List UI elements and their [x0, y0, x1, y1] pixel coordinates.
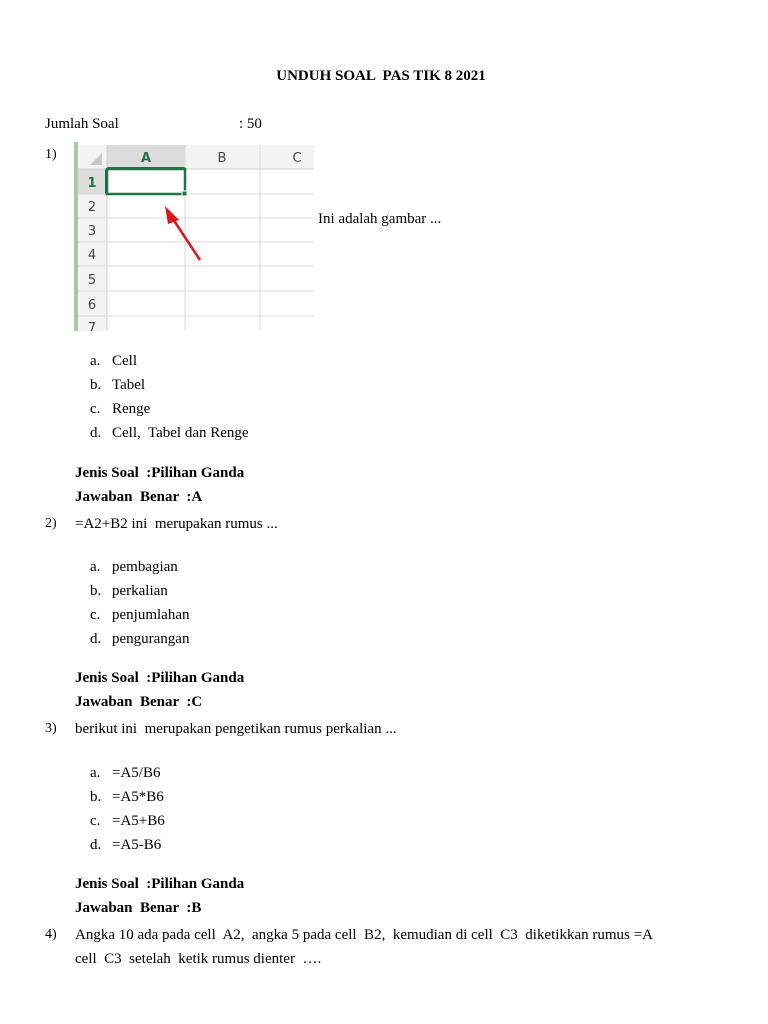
option-text: pengurangan	[112, 631, 190, 647]
option-text: pembagian	[112, 559, 178, 575]
question-4-number: 4)	[45, 927, 57, 942]
option-text: =A5+B6	[112, 813, 165, 829]
row-header-1: 1	[87, 176, 97, 191]
option-letter: d.	[90, 425, 102, 441]
row-header-7: 7	[87, 321, 97, 331]
column-header-b: B	[217, 151, 227, 166]
q3-option-c	[90, 813, 165, 830]
q1-option-c	[90, 401, 150, 418]
column-header-a: A	[140, 151, 152, 166]
option-text: Cell, Tabel dan Renge	[112, 425, 249, 441]
page-title: UNDUH SOAL PAS TIK 8 2021	[276, 68, 486, 84]
row-header-6: 6	[87, 298, 97, 313]
fill-handle	[182, 191, 187, 196]
option-text: penjumlahan	[112, 607, 190, 623]
option-text: Tabel	[112, 377, 146, 393]
question-2-answer: Jawaban Benar :C	[75, 694, 203, 710]
option-text: perkalian	[112, 583, 168, 599]
option-letter: a.	[90, 559, 101, 575]
q2-option-b	[90, 583, 168, 600]
option-text: =A5*B6	[112, 789, 164, 805]
option-letter: b.	[90, 377, 102, 393]
question-count-value: : 50	[239, 116, 262, 132]
question-3-text: berikut ini merupakan pengetikan rumus perkalian ...	[75, 721, 397, 737]
q3-option-d	[90, 837, 161, 854]
row-header-4: 4	[87, 248, 97, 263]
q1-option-d	[90, 425, 249, 442]
option-text: Cell	[112, 353, 137, 369]
q2-option-d	[90, 631, 189, 648]
q3-option-a	[90, 765, 160, 782]
q2-option-a	[90, 559, 178, 576]
row-header-2: 2	[87, 200, 97, 215]
question-3-answer: Jawaban Benar :B	[75, 900, 202, 916]
column-header-c: C	[292, 151, 302, 166]
option-letter: a.	[90, 353, 101, 369]
question-4-line-1: Angka 10 ada pada cell A2, angka 5 pada cell B2, kemudian di cell C3 diketikkan rumus =A	[75, 927, 653, 943]
q1-option-b	[90, 377, 145, 394]
question-1-caption: Ini adalah gambar ...	[318, 211, 442, 227]
option-letter: c.	[90, 607, 101, 623]
q2-option-c	[90, 607, 189, 624]
option-text: =A5/B6	[112, 765, 161, 781]
option-letter: c.	[90, 401, 101, 417]
option-letter: b.	[90, 583, 102, 599]
option-text: =A5-B6	[112, 837, 162, 853]
spreadsheet-image	[74, 142, 314, 331]
question-2-type: Jenis Soal :Pilihan Ganda	[75, 670, 245, 686]
option-text: Renge	[112, 401, 151, 417]
q3-option-b	[90, 789, 164, 806]
option-letter: d.	[90, 837, 102, 853]
spreadsheet-figure	[74, 142, 314, 331]
question-1-type: Jenis Soal :Pilihan Ganda	[75, 465, 245, 481]
option-letter: c.	[90, 813, 101, 829]
question-3-type: Jenis Soal :Pilihan Ganda	[75, 876, 245, 892]
question-1-number: 1)	[45, 147, 57, 162]
option-letter: a.	[90, 765, 101, 781]
row-header-3: 3	[87, 224, 97, 239]
question-1-answer: Jawaban Benar :A	[75, 489, 203, 505]
q1-option-a	[90, 353, 137, 370]
question-3-number: 3)	[45, 721, 57, 736]
row-header-5: 5	[87, 273, 97, 288]
option-letter: b.	[90, 789, 102, 805]
option-letter: d.	[90, 631, 102, 647]
question-4-line-2: cell C3 setelah ketik rumus dienter ….	[75, 951, 322, 967]
question-count-label: Jumlah Soal	[45, 116, 119, 132]
question-2-text: =A2+B2 ini merupakan rumus ...	[75, 516, 278, 532]
question-2-number: 2)	[45, 516, 57, 531]
